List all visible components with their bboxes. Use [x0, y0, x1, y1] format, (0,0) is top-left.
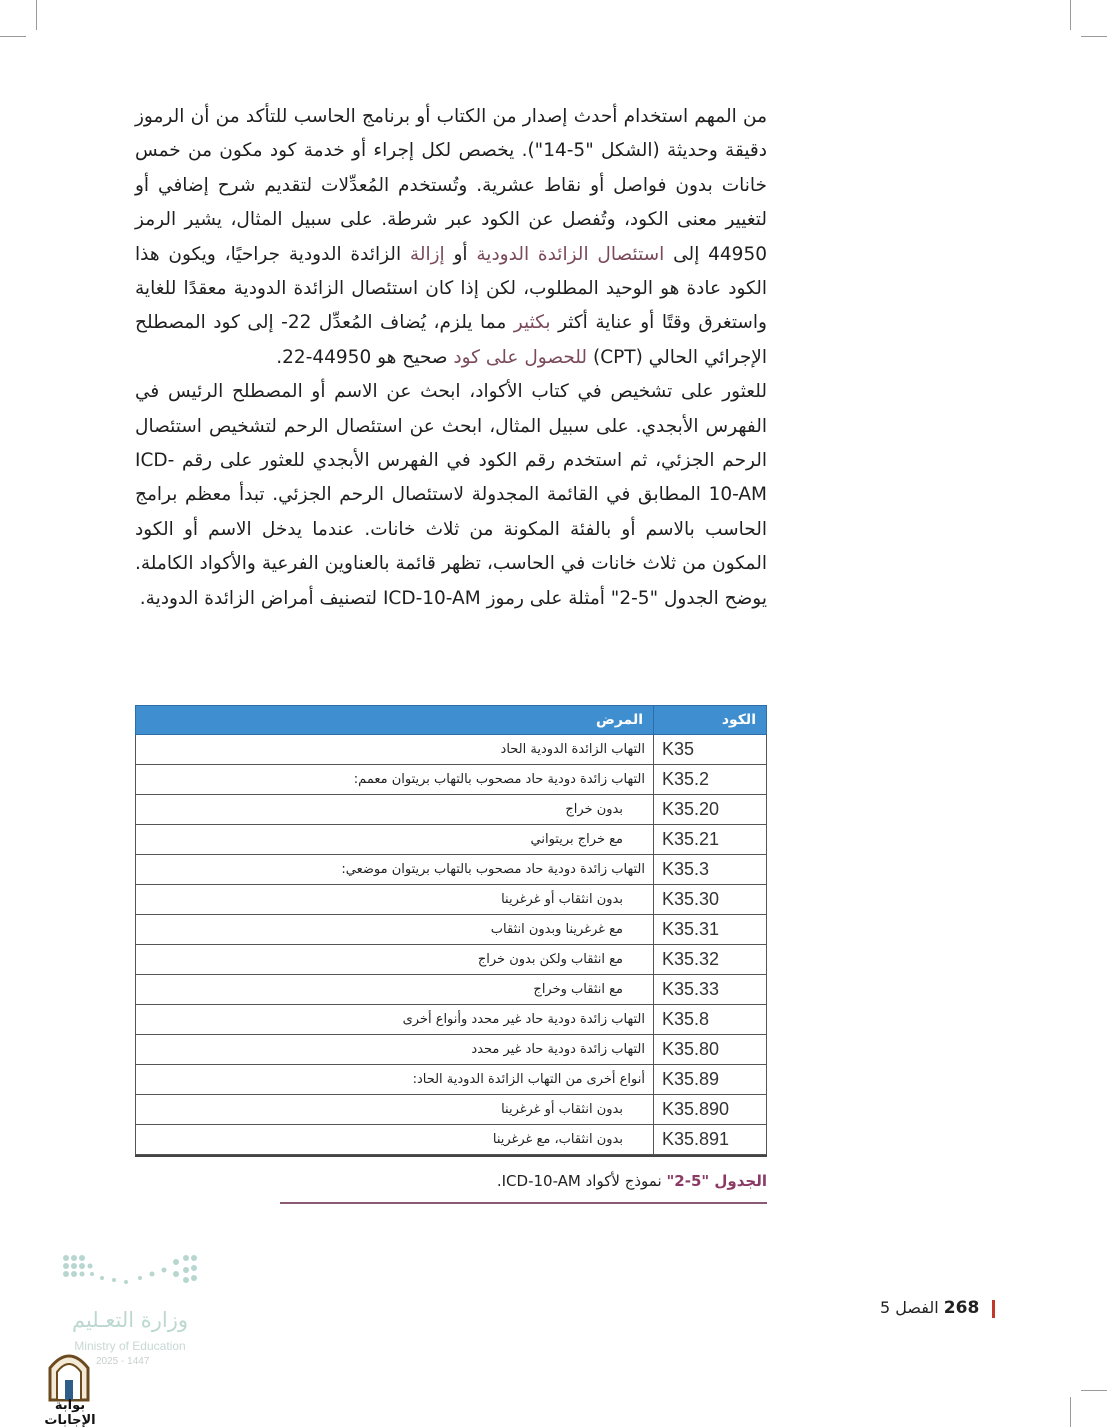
highlight-text: استئصال الزائدة الدودية — [476, 243, 665, 265]
table-header-row — [136, 706, 767, 735]
row-disease: بدون خراج — [136, 795, 654, 825]
page-number: 268 — [943, 1298, 980, 1318]
row-disease: بدون انثقاب أو غرغرينا — [136, 885, 654, 915]
row-code: K35.2 — [654, 765, 767, 795]
row-disease: مع انثقاب ولكن بدون خراج — [136, 945, 654, 975]
table-row — [136, 735, 767, 765]
crop-mark — [0, 36, 26, 37]
table-row — [136, 1005, 767, 1035]
table-row — [136, 1125, 767, 1155]
row-code: K35.80 — [654, 1035, 767, 1065]
crop-mark — [1070, 1397, 1071, 1427]
crop-mark — [1070, 0, 1071, 30]
crop-mark — [36, 0, 37, 30]
row-code: K35.20 — [654, 795, 767, 825]
paragraph-1-text: مما يلزم، يُضاف المُعدِّل ‎-22‎ إلى كود المصطلح الإجرائي الحالي (CPT) — [135, 312, 767, 368]
row-disease: التهاب زائدة دودية حاد مصحوب بالتهاب بريتوان معمم: — [136, 765, 654, 795]
paragraph-1 — [135, 100, 767, 375]
gateway-badge-label: بوابة الإجابات — [44, 1398, 96, 1428]
row-code: K35.8 — [654, 1005, 767, 1035]
table-row — [136, 1065, 767, 1095]
paragraph-1-text: من المهم استخدام أحدث إصدار من الكتاب أو برنامج الحاسب للتأكد من أن الرموز دقيقة وحديثة (الشكل "5-14"). يخصص لكل إجراء أو خدمة كود مكون من خمس خانات بدون فواصل أو نقاط عشرية. وتُستخدم المُعدِّلات لتقديم شرح إضافي أو لتغيير معنى الكود، وتُفصل عن الكود عبر شرطة. على سبيل المثال، يشير الرمز 44950 إلى — [135, 106, 767, 265]
table-row — [136, 765, 767, 795]
table-row — [136, 855, 767, 885]
table-row — [136, 825, 767, 855]
row-disease: أنواع أخرى من التهاب الزائدة الدودية الحاد: — [136, 1065, 654, 1095]
body-text — [135, 100, 767, 616]
row-code: K35.32 — [654, 945, 767, 975]
paragraph-1-text: أو — [444, 243, 477, 265]
highlight-text: إزالة — [409, 243, 445, 265]
chapter-label: الفصل 5 — [880, 1298, 939, 1317]
paragraph-1-text: صحيح هو 44950-22. — [276, 346, 454, 368]
caption-label: الجدول "5-2" — [666, 1172, 767, 1190]
row-disease: التهاب زائدة دودية حاد غير محدد — [136, 1035, 654, 1065]
row-disease: التهاب الزائدة الدودية الحاد — [136, 735, 654, 765]
ministry-year: 2025 - 1447 — [96, 1356, 150, 1367]
row-disease: بدون انثقاب، مع غرغرينا — [136, 1125, 654, 1155]
row-disease: مع غرغرينا وبدون انثقاب — [136, 915, 654, 945]
table-caption — [280, 1172, 767, 1204]
row-code: K35.891 — [654, 1125, 767, 1155]
table-row — [136, 915, 767, 945]
caption-text: نموذج لأكواد ICD-10-AM. — [496, 1172, 662, 1190]
row-code: K35.3 — [654, 855, 767, 885]
row-code: K35.21 — [654, 825, 767, 855]
table-row — [136, 975, 767, 1005]
row-code: K35.31 — [654, 915, 767, 945]
table-row — [136, 885, 767, 915]
row-disease: مع خراج بريتواني — [136, 825, 654, 855]
highlight-text: بكثير — [513, 312, 551, 334]
crop-mark — [1081, 1390, 1107, 1391]
header-code: الكود — [654, 706, 767, 735]
page-number-block — [880, 1298, 979, 1318]
row-disease: التهاب زائدة دودية حاد مصحوب بالتهاب بريتوان موضعي: — [136, 855, 654, 885]
gateway-badge-icon — [46, 1346, 92, 1402]
row-code: K35.890 — [654, 1095, 767, 1125]
table-row — [136, 1095, 767, 1125]
table-row — [136, 1035, 767, 1065]
row-code: K35 — [654, 735, 767, 765]
icd-codes-table — [135, 705, 767, 1157]
row-code: K35.89 — [654, 1065, 767, 1095]
ministry-name-ar: وزارة التعـليم — [71, 1308, 189, 1332]
table-row — [136, 795, 767, 825]
highlight-text: للحصول على كود — [453, 346, 588, 368]
row-disease: بدون انثقاب أو غرغرينا — [136, 1095, 654, 1125]
paragraph-2: للعثور على تشخيص في كتاب الأكواد، ابحث عن الاسم أو المصطلح الرئيس في الفهرس الأبجدي. على سبيل المثال، ابحث عن استئصال الرحم لتشخيص استئصال الرحم الجزئي، ثم استخدم رقم الكود في الفهرس الأبجدي للعثور على رقم ICD-10-AM المطابق في القائمة المجدولة لاستئصال الرحم الجزئي. تبدأ معظم برامج الحاسب بالاسم أو بالفئة المكونة من ثلاث خانات. عندما يدخل الاسم أو الكود المكون من ثلاث خانات في الحاسب، تظهر قائمة بالعناوين الفرعية والأكواد الكاملة. يوضح الجدول "5-2" أمثلة على رموز ICD-10-AM لتصنيف أمراض الزائدة الدودية. — [135, 381, 767, 609]
crop-mark — [1081, 36, 1107, 37]
table-row — [136, 945, 767, 975]
row-disease: التهاب زائدة دودية حاد غير محدد وأنواع أخرى — [136, 1005, 654, 1035]
row-code: K35.30 — [654, 885, 767, 915]
paragraph-1-text: الزائدة الدودية جراحيًا، ويكون هذا الكود عادة هو الوحيد المطلوب، لكن إذا كان استئصال الزائدة الدودية معقدًا للغاية واستغرق وقتًا أو عناية أكثر — [135, 243, 767, 334]
ministry-name-en: Ministry of Education — [74, 1339, 186, 1353]
row-disease: مع انثقاب وخراج — [136, 975, 654, 1005]
ministry-logo-icon — [62, 1252, 198, 1296]
header-disease: المرض — [136, 706, 654, 735]
row-code: K35.33 — [654, 975, 767, 1005]
table-body — [136, 735, 767, 1155]
page-marker-bar — [992, 1300, 995, 1318]
